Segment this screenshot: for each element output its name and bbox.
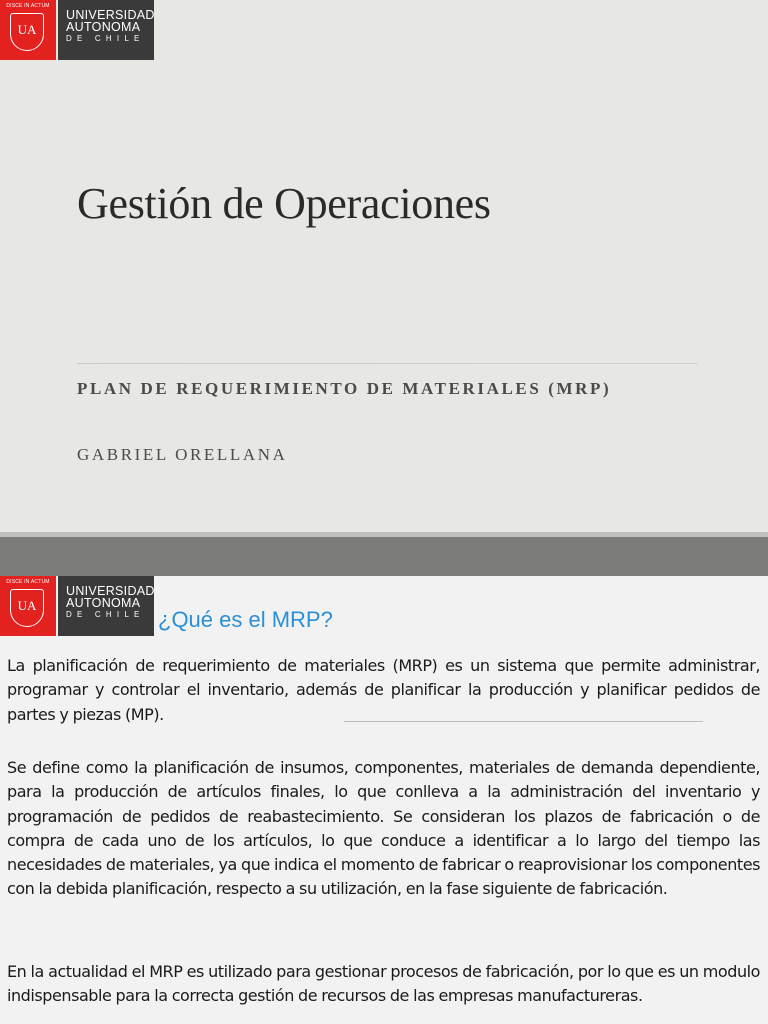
slide-title: Gestión de Operaciones	[77, 179, 491, 228]
logo-emblem	[0, 0, 56, 60]
slide-subtitle: PLAN DE REQUERIMIENTO DE MATERIALES (MRP)	[77, 379, 612, 398]
title-divider	[77, 363, 698, 364]
logo-wordmark	[58, 576, 154, 636]
university-logo	[0, 576, 154, 636]
paragraph-1: La planificación de requerimiento de materiales (MRP) es un sistema que permite administrar, programar y controlar el inventario, además de planificar la producción y planificar pedidos de partes y piezas (MP).	[7, 656, 760, 724]
logo-wordmark	[58, 0, 154, 60]
paragraph-2: Se define como la planificación de insumos, componentes, materiales de demanda dependiente, para la producción de artículos finales, lo que conlleva a la administración del inventario y programación de pedidos de reabastecimiento. Se consideran los plazos de fabricación o de compra de cada uno de los artículos, lo que conduce a identificar a lo largo del tiempo las necesidades de materiales, ya que indica el momento de fabricar o reaprovisionar los componentes con la debida planificación, respecto a su utilización, en la fase siguiente de fabricación.	[7, 758, 760, 899]
text-underline	[344, 721, 703, 722]
logo-motto: DISCE IN ACTUM	[6, 579, 50, 585]
logo-emblem-text: UA	[17, 22, 37, 37]
paragraph-3: En la actualidad el MRP es utilizado para gestionar procesos de fabricación, por lo que es un modulo indispensable para la correcta gestión de recursos de las empresas manufactureras.	[7, 962, 760, 1006]
logo-emblem-text: UA	[17, 598, 37, 613]
logo-line-3: DE CHILE	[66, 34, 145, 43]
university-logo	[0, 0, 154, 60]
logo-line-2: AUTONOMA	[66, 20, 141, 34]
logo-emblem	[0, 576, 56, 636]
shield-icon	[10, 13, 44, 51]
logo-motto: DISCE IN ACTUM	[6, 3, 50, 9]
logo-line-2: AUTONOMA	[66, 596, 141, 610]
logo-line-1: UNIVERSIDAD	[66, 584, 155, 598]
slide-author: GABRIEL ORELLANA	[77, 445, 288, 464]
content-slide	[0, 576, 768, 1024]
content-slide-title: ¿Qué es el MRP?	[158, 607, 333, 632]
logo-line-3: DE CHILE	[66, 610, 145, 619]
slide-separator	[0, 537, 768, 576]
logo-line-1: UNIVERSIDAD	[66, 8, 155, 22]
shield-icon	[10, 589, 44, 627]
